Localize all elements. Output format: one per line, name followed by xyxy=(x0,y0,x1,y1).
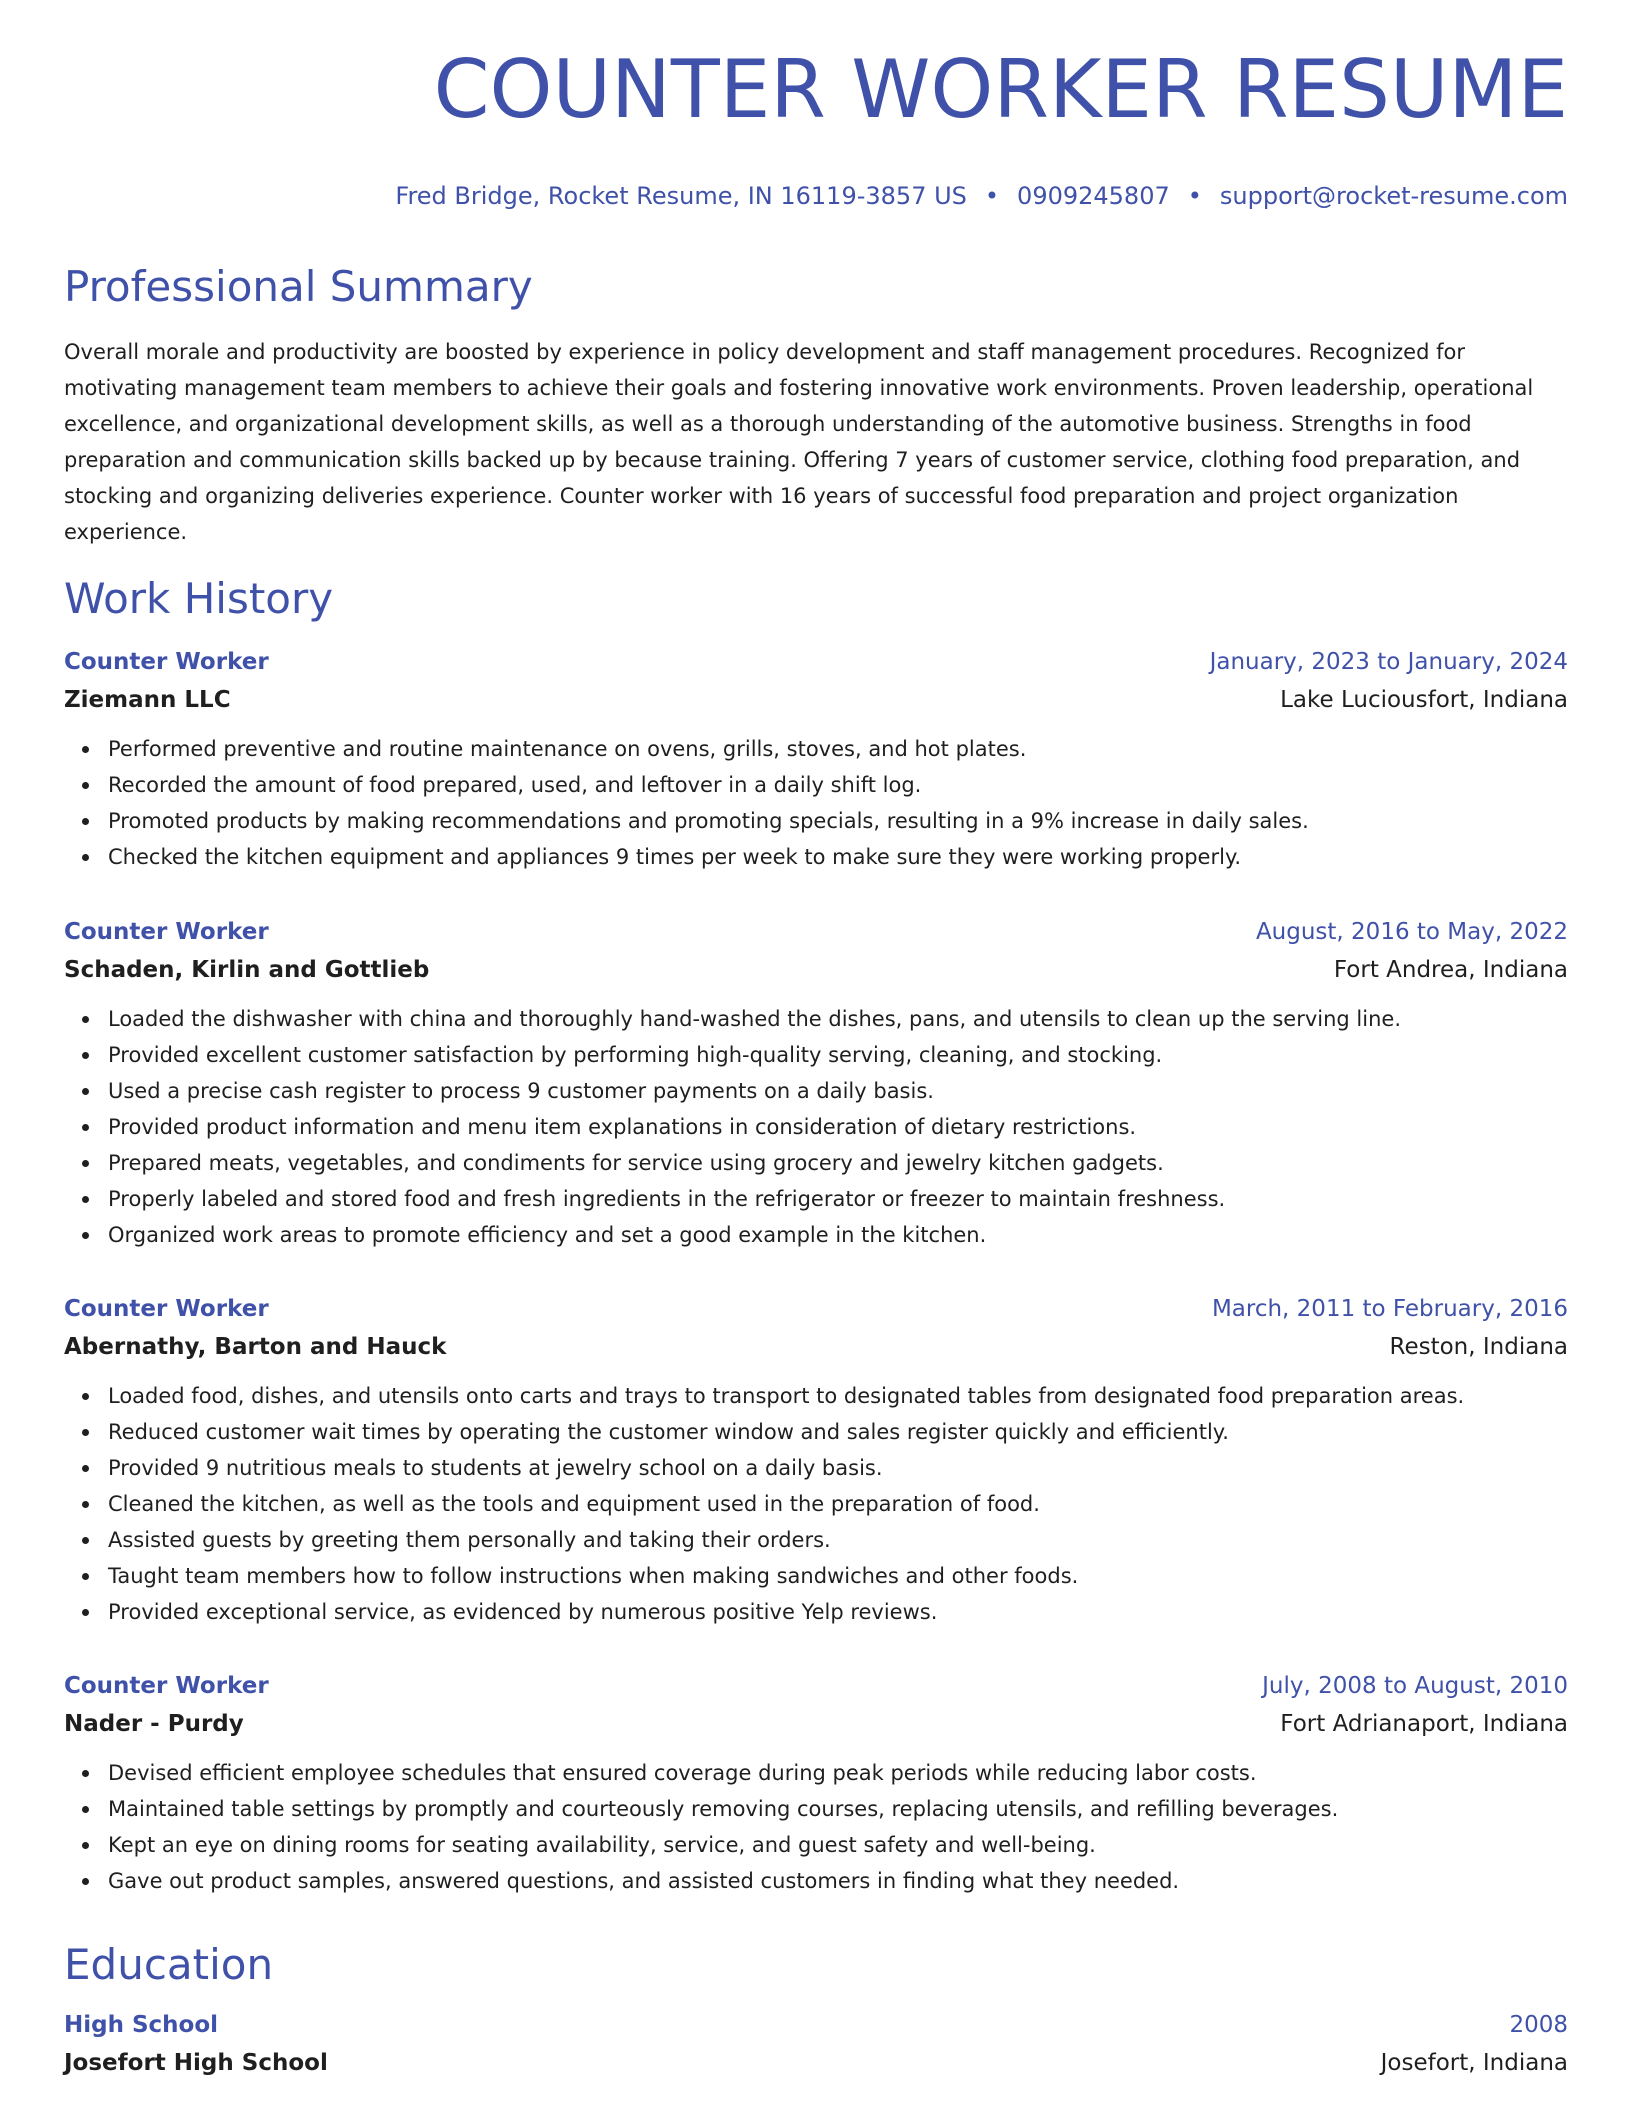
job-company: Schaden, Kirlin and Gottlieb xyxy=(64,957,430,983)
contact-phone: 0909245807 xyxy=(1017,182,1170,210)
job-location: Fort Andrea, Indiana xyxy=(1333,957,1568,983)
job-bullets xyxy=(64,1755,1568,1899)
summary-heading: Professional Summary xyxy=(64,262,533,311)
contact-address: Fred Bridge, Rocket Resume, IN 16119-3857 US xyxy=(395,182,967,210)
job-bullet: Performed preventive and routine maintenance on ovens, grills, stoves, and hot plates. xyxy=(108,731,1568,767)
job-entry xyxy=(64,643,1568,875)
job-bullet: Used a precise cash register to process 9 customer payments on a daily basis. xyxy=(108,1073,1568,1109)
contact-email[interactable]: support@rocket-resume.com xyxy=(1219,182,1568,210)
education-degree: High School xyxy=(64,2012,219,2038)
contact-line xyxy=(395,180,1568,212)
job-bullet: Taught team members how to follow instructions when making sandwiches and other foods. xyxy=(108,1558,1568,1594)
job-bullets xyxy=(64,1378,1568,1630)
job-company: Abernathy, Barton and Hauck xyxy=(64,1334,447,1360)
job-entry xyxy=(64,913,1568,1253)
education-entry xyxy=(64,2006,1568,2082)
job-bullet: Loaded food, dishes, and utensils onto carts and trays to transport to designated tables from designated food preparation areas. xyxy=(108,1378,1568,1414)
job-location: Lake Luciousfort, Indiana xyxy=(1280,687,1568,713)
job-company-row xyxy=(64,681,1568,719)
work-history-heading: Work History xyxy=(64,574,334,623)
job-bullet: Properly labeled and stored food and fresh ingredients in the refrigerator or freezer to maintain freshness. xyxy=(108,1181,1568,1217)
job-bullet: Organized work areas to promote efficiency and set a good example in the kitchen. xyxy=(108,1217,1568,1253)
education-school: Josefort High School xyxy=(64,2050,328,2076)
job-bullet: Recorded the amount of food prepared, used, and leftover in a daily shift log. xyxy=(108,767,1568,803)
job-bullet: Maintained table settings by promptly and courteously removing courses, replacing utensils, and refilling beverages. xyxy=(108,1791,1568,1827)
job-bullet: Cleaned the kitchen, as well as the tools and equipment used in the preparation of food. xyxy=(108,1486,1568,1522)
job-entry xyxy=(64,1667,1568,1899)
summary-text: Overall morale and productivity are boosted by experience in policy development and staff management procedures. Recognized for motivating management team members to achieve their goals and fostering innovative work environments. Proven leadership, operational excellence, and organizational development skills, as well as a thorough understanding of the automotive business. Strengths in food preparation and communication skills backed up by because training. Offering 7 years of customer service, clothing food preparation, and stocking and organizing deliveries experience. Counter worker with 16 years of successful food preparation and project organization experience. xyxy=(64,340,1534,544)
job-bullet: Kept an eye on dining rooms for seating availability, service, and guest safety and well-being. xyxy=(108,1827,1568,1863)
job-role: Counter Worker xyxy=(64,919,269,945)
job-dates: March, 2011 to February, 2016 xyxy=(1211,1296,1568,1322)
job-role: Counter Worker xyxy=(64,1673,269,1699)
job-title-row xyxy=(64,1667,1568,1705)
job-bullet: Gave out product samples, answered questions, and assisted customers in finding what they needed. xyxy=(108,1863,1568,1899)
job-location: Fort Adrianaport, Indiana xyxy=(1280,1711,1568,1737)
job-dates: August, 2016 to May, 2022 xyxy=(1255,919,1568,945)
job-title-row xyxy=(64,1290,1568,1328)
job-bullets xyxy=(64,731,1568,875)
job-bullet: Provided product information and menu item explanations in consideration of dietary restrictions. xyxy=(108,1109,1568,1145)
job-role: Counter Worker xyxy=(64,649,269,675)
job-dates: July, 2008 to August, 2010 xyxy=(1262,1673,1568,1699)
job-company-row xyxy=(64,1328,1568,1366)
job-bullets xyxy=(64,1001,1568,1253)
job-bullet: Loaded the dishwasher with china and thoroughly hand-washed the dishes, pans, and utensils to clean up the serving line. xyxy=(108,1001,1568,1037)
contact-separator: • xyxy=(984,182,1000,210)
education-year: 2008 xyxy=(1509,2012,1568,2038)
education-location: Josefort, Indiana xyxy=(1380,2050,1568,2076)
job-title-row xyxy=(64,913,1568,951)
job-bullet: Prepared meats, vegetables, and condiments for service using grocery and jewelry kitchen gadgets. xyxy=(108,1145,1568,1181)
education-school-row xyxy=(64,2044,1568,2082)
job-company-row xyxy=(64,1705,1568,1743)
resume-title: COUNTER WORKER RESUME xyxy=(433,43,1568,136)
job-company: Nader - Purdy xyxy=(64,1711,244,1737)
job-company: Ziemann LLC xyxy=(64,687,231,713)
job-bullet: Assisted guests by greeting them personally and taking their orders. xyxy=(108,1522,1568,1558)
job-role: Counter Worker xyxy=(64,1296,269,1322)
job-bullet: Provided 9 nutritious meals to students at jewelry school on a daily basis. xyxy=(108,1450,1568,1486)
job-bullet: Promoted products by making recommendations and promoting specials, resulting in a 9% increase in daily sales. xyxy=(108,803,1568,839)
job-bullet: Provided exceptional service, as evidenced by numerous positive Yelp reviews. xyxy=(108,1594,1568,1630)
job-company-row xyxy=(64,951,1568,989)
education-degree-row xyxy=(64,2006,1568,2044)
education-heading: Education xyxy=(64,1940,274,1989)
job-bullet: Devised efficient employee schedules that ensured coverage during peak periods while reducing labor costs. xyxy=(108,1755,1568,1791)
job-bullet: Reduced customer wait times by operating the customer window and sales register quickly and efficiently. xyxy=(108,1414,1568,1450)
job-dates: January, 2023 to January, 2024 xyxy=(1209,649,1568,675)
job-entry xyxy=(64,1290,1568,1630)
job-title-row xyxy=(64,643,1568,681)
job-location: Reston, Indiana xyxy=(1389,1334,1568,1360)
job-bullet: Provided excellent customer satisfaction by performing high-quality serving, cleaning, and stocking. xyxy=(108,1037,1568,1073)
job-bullet: Checked the kitchen equipment and appliances 9 times per week to make sure they were working properly. xyxy=(108,839,1568,875)
contact-separator: • xyxy=(1187,182,1202,210)
